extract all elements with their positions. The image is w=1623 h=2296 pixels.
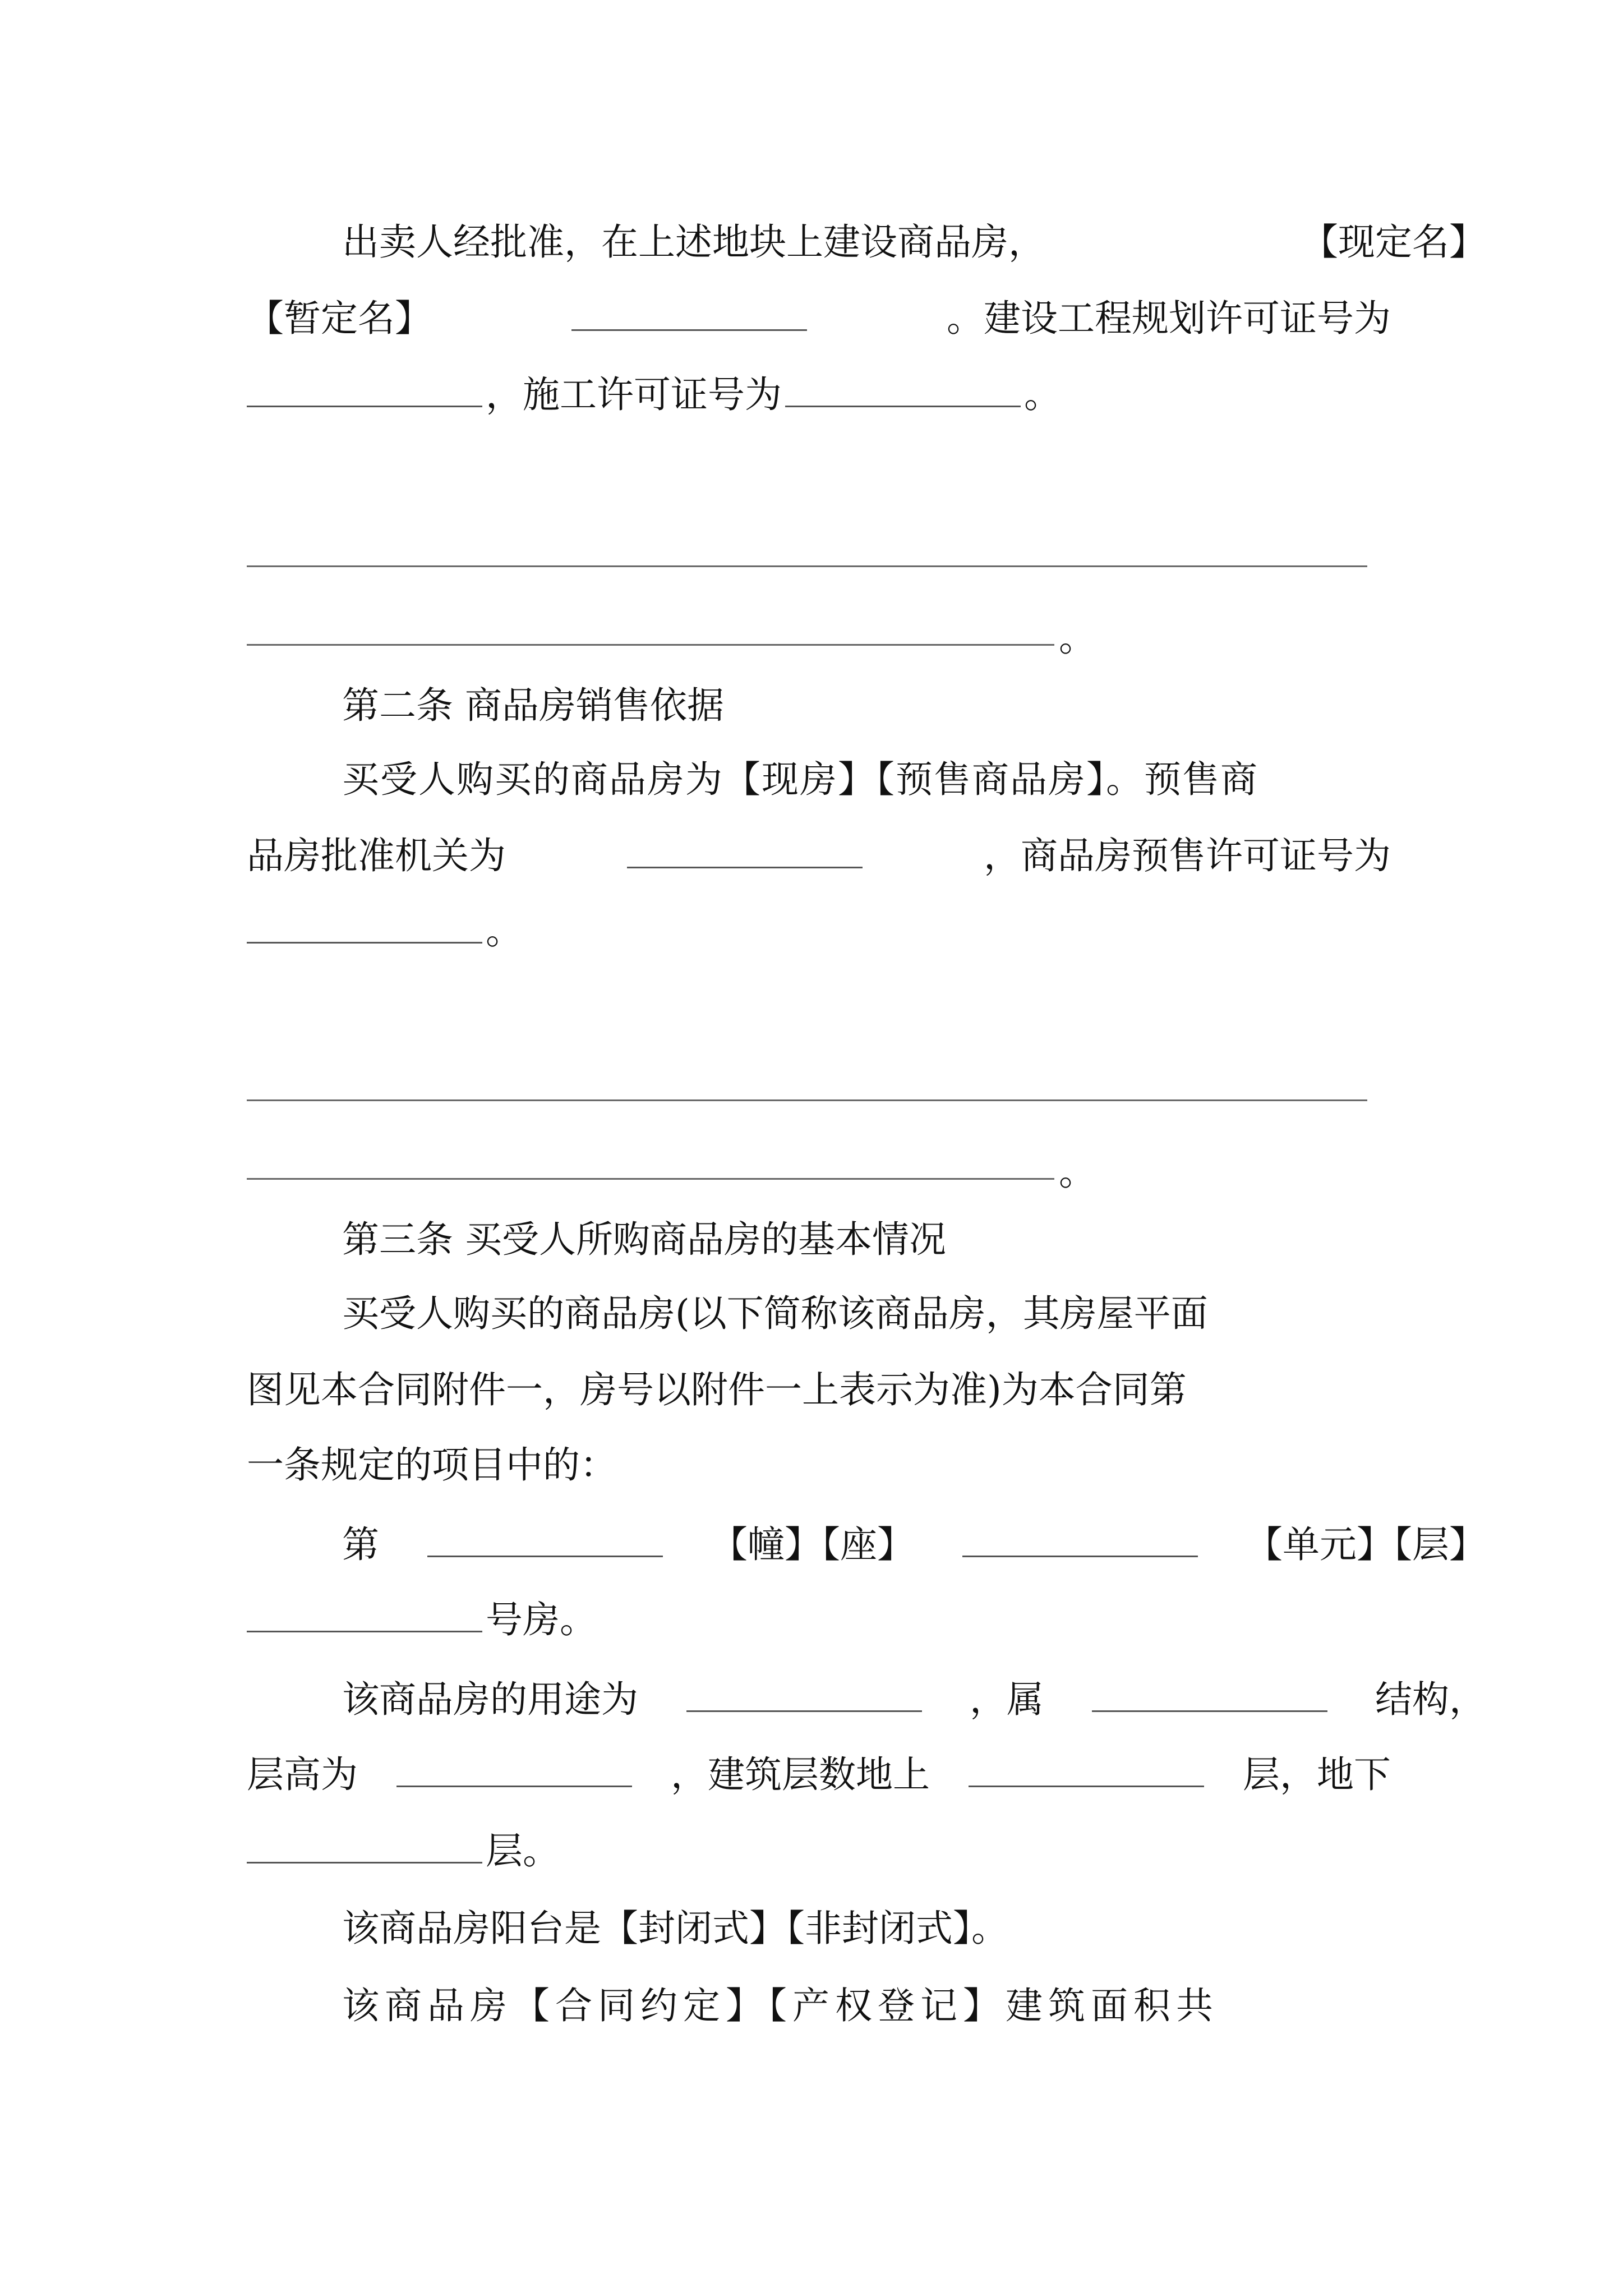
blank-field[interactable] [247,1628,482,1632]
blank-field[interactable] [1092,1708,1327,1712]
section3-p4: 该商品房阳台是【封闭式】【非封闭式】。 [342,1907,1008,1950]
para1-text: 。建设工程规划许可证号为 [947,297,1391,340]
blank-field[interactable] [247,1860,482,1864]
section3-p2-line1: 第 【幢】【座】 【单元】【层】 [342,1523,1486,1566]
section2-heading: 第二条 商品房销售依据 [342,684,724,727]
blank-field[interactable] [396,1783,632,1787]
section2-line3: 。 [247,898,1391,965]
section2-line2: 品房批准机关为 ，商品房预售许可证号为 [247,834,1391,877]
blank-field[interactable] [686,1708,922,1712]
para1-text: 出卖人经批准，在上述地块上建设商品房， [342,220,1045,264]
section3-p3-line2: 层高为 ，建筑层数地上 层，地下 [247,1753,1391,1796]
blank-field[interactable] [962,1553,1198,1557]
para1-period: 。 [1024,373,1061,416]
blank-field[interactable] [247,940,482,944]
blank-field[interactable] [247,403,482,407]
blank-long-line[interactable] [247,1178,1054,1180]
period: 。 [1059,616,1096,660]
blank-long-line[interactable] [247,644,1054,646]
section3-p2-line2: 号房。 [247,1586,1391,1654]
blank-field[interactable] [627,864,863,868]
blank-field[interactable] [571,327,807,331]
para1-text: ，施工许可证号为 [486,373,782,416]
para1-line3 [247,361,1391,429]
section3-p3-line3: 层。 [247,1818,1391,1885]
blank-long-line[interactable] [247,1099,1367,1101]
section3-p3-line1: 该商品房的用途为 ，属 结构， [342,1678,1486,1721]
section3-p1-line2: 图见本合同附件一，房号以附件一上表示为准)为本合同第 [247,1368,1187,1411]
section3-heading: 第三条 买受人所购商品房的基本情况 [342,1218,946,1261]
para1-line1 [247,209,1486,276]
blank-field[interactable] [785,403,1021,407]
para1-option-temp: 【暂定名】 [247,297,432,340]
para1-option: 【现定名】 [1301,220,1486,264]
blank-field[interactable] [969,1783,1204,1787]
section3-p1-line1: 买受人购买的商品房(以下简称该商品房，其房屋平面 [342,1292,1208,1335]
section3-p1-line3: 一条规定的项目中的： [247,1443,617,1487]
period: 。 [1059,1151,1096,1194]
blank-long-line[interactable] [247,565,1367,567]
para1-line2 [247,285,1391,352]
section2-line1: 买受人购买的商品房为【现房】【预售商品房】。预售商 [342,758,1258,801]
blank-field[interactable] [427,1553,663,1557]
section3-p5: 该商品房【合同约定】【产权登记】建筑面积共 [342,1984,1219,2027]
